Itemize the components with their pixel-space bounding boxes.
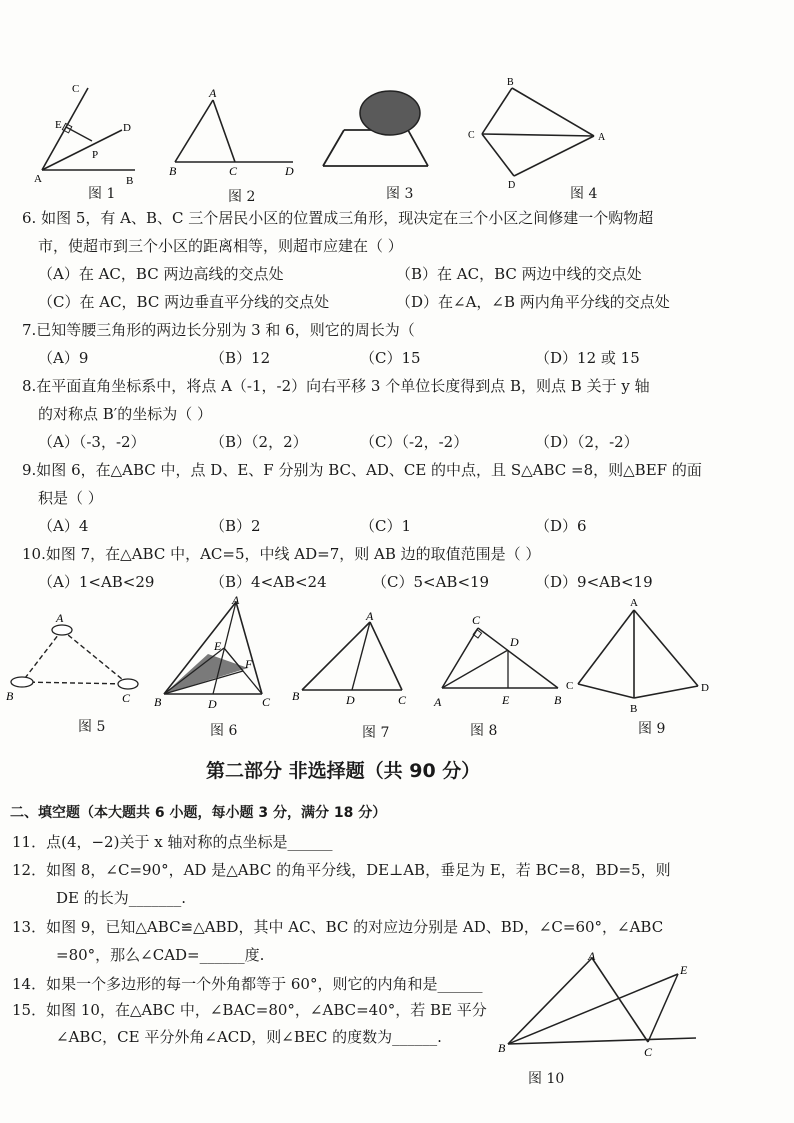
figure-5: [4, 612, 154, 712]
q9-option-d[interactable]: （D）6: [535, 517, 587, 535]
part2-title: 第二部分 非选择题（共 90 分）: [206, 760, 481, 782]
figure-7: [290, 608, 415, 708]
fig8-label-E: E: [502, 693, 510, 707]
fig9-label-A: A: [630, 597, 638, 609]
q10-option-b[interactable]: （B）4<AB<24: [210, 573, 327, 591]
fig2-caption: 图 2: [228, 189, 256, 205]
q8-option-c[interactable]: （C）（-2，-2）: [360, 433, 469, 451]
fig4-caption: 图 4: [570, 186, 598, 202]
fig6-label-A: A: [232, 594, 240, 607]
fig7-label-D: D: [346, 693, 355, 707]
fig10-label-E: E: [680, 963, 688, 977]
fig4-label-C: C: [468, 130, 475, 141]
fig2-label-C: C: [229, 164, 238, 178]
fig6-label-B: B: [154, 695, 162, 709]
q6-option-d[interactable]: （D）在∠A，∠B 两内角平分线的交点处: [396, 293, 670, 311]
fig5-caption: 图 5: [78, 719, 106, 735]
fig7-label-A: A: [366, 609, 374, 623]
fig10-label-A: A: [588, 949, 596, 963]
q12-text: 12．如图 8，∠C=90°，AD 是△ABC 的角平分线，DE⊥AB，垂足为 E，若 BC=8，BD=5，则: [12, 861, 671, 879]
q9-line2: 积是（ ）: [38, 489, 103, 507]
fig2-label-D: D: [285, 164, 294, 178]
fig1-label-B: B: [126, 175, 134, 187]
figure-8: [430, 610, 570, 710]
q6-option-c[interactable]: （C）在 AC，BC 两边垂直平分线的交点处: [38, 293, 330, 311]
fig1-label-E: E: [55, 119, 62, 131]
q9-option-a[interactable]: （A）4: [38, 517, 89, 535]
fig4-label-A: A: [598, 132, 606, 143]
fig10-label-B: B: [498, 1041, 506, 1055]
q10-option-a[interactable]: （A）1<AB<29: [38, 573, 155, 591]
q9-option-b[interactable]: （B）2: [210, 517, 261, 535]
fig10-caption: 图 10: [528, 1071, 565, 1087]
fig6-label-C: C: [262, 695, 271, 709]
q15-text2: ∠ABC，CE 平分外角∠ACD，则∠BEC 的度数为______.: [56, 1028, 442, 1046]
figure-6: [150, 594, 280, 714]
figure-9: [562, 594, 722, 716]
q8-option-d[interactable]: （D）（2，-2）: [535, 433, 639, 451]
q6-option-b[interactable]: （B）在 AC，BC 两边中线的交点处: [396, 265, 642, 283]
q7-option-a[interactable]: （A）9: [38, 349, 89, 367]
fig9-label-C: C: [566, 680, 574, 692]
fig4-label-D: D: [508, 180, 516, 188]
fig1-label-P: P: [92, 149, 99, 161]
fig6-caption: 图 6: [210, 723, 238, 739]
fig1-label-A: A: [34, 173, 42, 185]
fig1-label-D: D: [123, 122, 131, 134]
q10-option-c[interactable]: （C）5<AB<19: [372, 573, 490, 591]
fig8-label-B: B: [554, 693, 562, 707]
fig1-label-C: C: [72, 83, 80, 95]
figure-1: [30, 78, 150, 196]
q14-text: 14．如果一个多边形的每一个外角都等于 60°，则它的内角和是______: [12, 975, 483, 993]
q8-line1: 8.在平面直角坐标系中，将点 A（-1，-2）向右平移 3 个单位长度得到点 B，则点 B 关于 y 轴: [22, 377, 650, 395]
fig8-label-D: D: [510, 635, 519, 649]
q8-option-a[interactable]: （A）（-3，-2）: [38, 433, 146, 451]
q8-option-b[interactable]: （B）（2，2）: [210, 433, 308, 451]
fig2-label-A: A: [209, 86, 217, 100]
q7-option-d[interactable]: （D）12 或 15: [535, 349, 640, 367]
fig9-caption: 图 9: [638, 721, 666, 737]
q15-text: 15．如图 10，在△ABC 中，∠BAC=80°，∠ABC=40°，若 BE 平分: [12, 1001, 487, 1019]
q13-text2: =80°，那么∠CAD=______度.: [56, 946, 265, 964]
fig6-label-F: F: [245, 657, 253, 671]
figure-10: [496, 948, 706, 1058]
q10-option-d[interactable]: （D）9<AB<19: [535, 573, 653, 591]
fig7-label-C: C: [398, 693, 407, 707]
fig9-label-B: B: [630, 703, 638, 715]
q9-line1: 9.如图 6，在△ABC 中，点 D、E、F 分别为 BC、AD、CE 的中点，且 S△ABC =8，则△BEF 的面: [22, 461, 702, 479]
q8-line2: 的对称点 B′的坐标为（ ）: [38, 405, 212, 423]
q6-option-a[interactable]: （A）在 AC，BC 两边高线的交点处: [38, 265, 284, 283]
fig2-label-B: B: [169, 164, 177, 178]
fig8-label-A: A: [434, 695, 442, 709]
q7-option-c[interactable]: （C）15: [360, 349, 421, 367]
q9-option-c[interactable]: （C）1: [360, 517, 412, 535]
q6-line2: 市，使超市到三个小区的距离相等，则超市应建在（ ）: [38, 237, 403, 255]
q11-text: 11．点(4，−2)关于 x 轴对称的点坐标是______: [12, 833, 333, 851]
fig9-label-D: D: [701, 682, 709, 694]
fig10-label-C: C: [644, 1045, 653, 1058]
fig5-label-B: B: [6, 689, 14, 703]
figure-3: [318, 88, 433, 173]
fig6-label-E: E: [214, 639, 222, 653]
q13-text: 13．如图 9，已知△ABC≌△ABD，其中 AC、BC 的对应边分别是 AD、BD，∠C=60°，∠ABC: [12, 918, 664, 936]
q7-line1: 7.已知等腰三角形的两边长分别为 3 和 6，则它的周长为（: [22, 321, 415, 339]
q12-text2: DE 的长为_______.: [56, 889, 187, 907]
fig8-caption: 图 8: [470, 723, 498, 739]
fig3-caption: 图 3: [386, 186, 414, 202]
fig5-label-C: C: [122, 691, 131, 705]
fig7-caption: 图 7: [362, 725, 390, 741]
q7-option-b[interactable]: （B）12: [210, 349, 271, 367]
fig8-label-C: C: [472, 613, 481, 627]
q6-line1: 6. 如图 5，有 A、B、C 三个居民小区的位置成三角形，现决定在三个小区之间修建一个购物超: [22, 209, 654, 227]
fig6-label-D: D: [208, 697, 217, 711]
fig4-label-B: B: [507, 77, 514, 88]
fig5-label-A: A: [56, 612, 64, 625]
fig7-label-B: B: [292, 689, 300, 703]
fig1-caption: 图 1: [88, 186, 116, 202]
figure-4: [462, 76, 612, 188]
section2-title: 二、填空题（本大题共 6 小题，每小题 3 分，满分 18 分）: [10, 805, 387, 821]
q10-line1: 10.如图 7，在△ABC 中，AC=5，中线 AD=7，则 AB 边的取值范围是（ ）: [22, 545, 541, 563]
figure-2: [165, 85, 305, 180]
